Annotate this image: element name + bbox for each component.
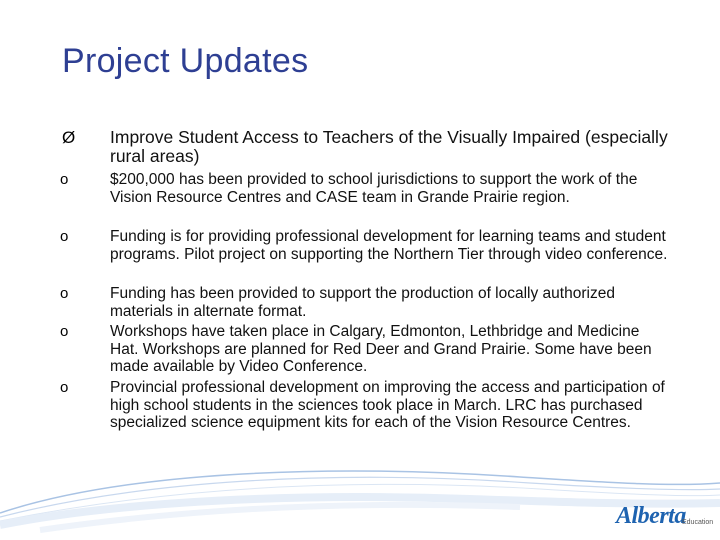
sub-point: Funding is for providing professional development for learning teams and student programs. Pilot project on supporting the Northern Tier through video conference.: [110, 228, 668, 263]
circle-bullet-icon: o: [60, 379, 69, 396]
alberta-logo: Alberta: [616, 503, 686, 529]
sub-point: Provincial professional development on improving the access and participation of high school students in the sciences took place in March. LRC has purchased specialized science equipment kits for each of the Vision Resource Centres.: [110, 379, 665, 431]
decorative-swoosh-graphic: [0, 455, 720, 540]
slide-title: Project Updates: [62, 42, 309, 80]
arrow-bullet-icon: Ø: [62, 128, 76, 147]
sub-point: $200,000 has been provided to school jurisdictions to support the work of the Vision Resource Centres and CASE team in Grande Prairie region.: [110, 171, 638, 206]
sub-point: Funding has been provided to support the production of locally authorized materials in alternate format.: [110, 285, 615, 320]
main-point: Improve Student Access to Teachers of the Visually Impaired (especially rural areas): [110, 127, 668, 166]
circle-bullet-icon: o: [60, 285, 69, 302]
circle-bullet-icon: o: [60, 323, 69, 340]
circle-bullet-icon: o: [60, 228, 69, 245]
logo-subtext: Education: [682, 519, 714, 526]
sub-point: Workshops have taken place in Calgary, Edmonton, Lethbridge and Medicine Hat. Workshops are planned for Red Deer and Grand Prairie. Some have been made available by Video Conference.: [110, 323, 652, 375]
circle-bullet-icon: o: [60, 171, 69, 188]
